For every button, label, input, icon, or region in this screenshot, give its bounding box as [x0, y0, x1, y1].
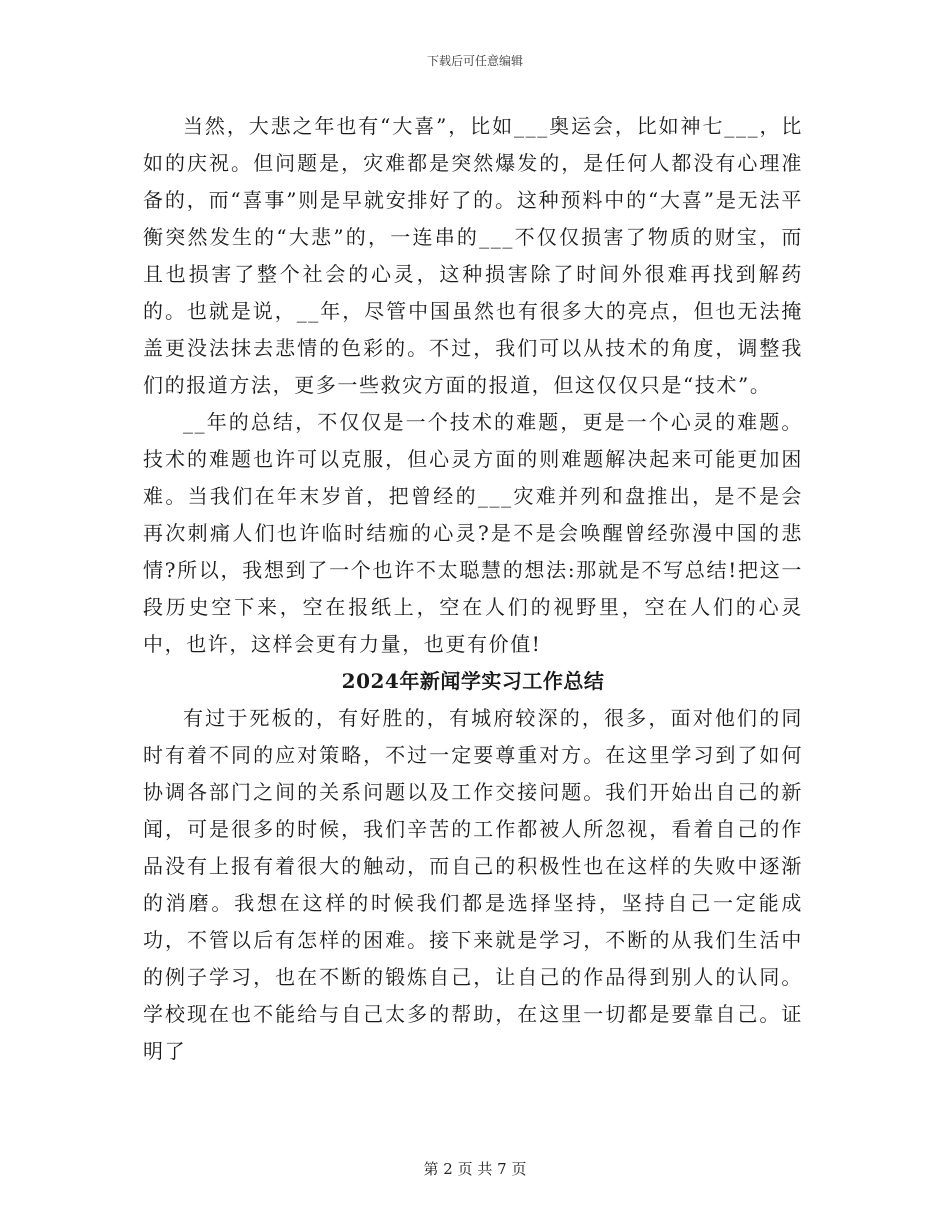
section-title: 2024年新闻学实习工作总结: [341, 669, 605, 693]
paragraph-2: __年的总结，不仅仅是一个技术的难题，更是一个心灵的难题。技术的难题也许可以克服，但心灵方面的则难题解决起来可能更加困难。当我们在年末岁首，把曾经的___灾难并列和盘推出，是不是会再次刺痛人们也许临时结痂的心灵?是不是会唤醒曾经弥漫中国的悲情?所以，我想到了一个也许不太聪慧的想法:那就是不写总结!把这一段历史空下来，空在报纸上，空在人们的视野里，空在人们的心灵中，也许，这样会更有力量，也更有价值!: [143, 410, 803, 656]
paragraph-3: 有过于死板的，有好胜的，有城府较深的，很多，面对他们的同时有着不同的应对策略，不过一定要尊重对方。在这里学习到了如何协调各部门之间的关系问题以及工作交接问题。我们开始出自己的新闻，可是很多的时候，我们辛苦的工作都被人所忽视，看着自己的作品没有上报有着很大的触动，而自己的积极性也在这样的失败中逐渐的消磨。我想在这样的时候我们都是选择坚持，坚持自己一定能成功，不管以后有怎样的困难。接下来就是学习，不断的从我们生活中的例子学习，也在不断的锻炼自己，让自己的作品得到别人的认同。学校现在也不能给与自己太多的帮助，在这里一切都是要靠自己。证明了: [143, 706, 803, 1063]
page-number: 第 2 页 共 7 页: [423, 1160, 527, 1178]
paragraph-1: 当然，大悲之年也有“大喜”，比如___奥运会，比如神七___，比如的庆祝。但问题是，灾难都是突然爆发的，是任何人都没有心理准备的，而“喜事”则是早就安排好了的。这种预料中的“大喜”是无法平衡突然发生的“大悲”的，一连串的___不仅仅损害了物质的财宝，而且也损害了整个社会的心灵，这种损害除了时间外很难再找到解药的。也就是说，__年，尽管中国虽然也有很多大的亮点，但也无法掩盖更没法抹去悲情的色彩的。不过，我们可以从技术的角度，调整我们的报道方法，更多一些救灾方面的报道，但这仅仅只是“技术”。: [143, 114, 803, 397]
document-body: [143, 108, 803, 1070]
header-note: 下载后可任意编辑: [426, 54, 523, 68]
